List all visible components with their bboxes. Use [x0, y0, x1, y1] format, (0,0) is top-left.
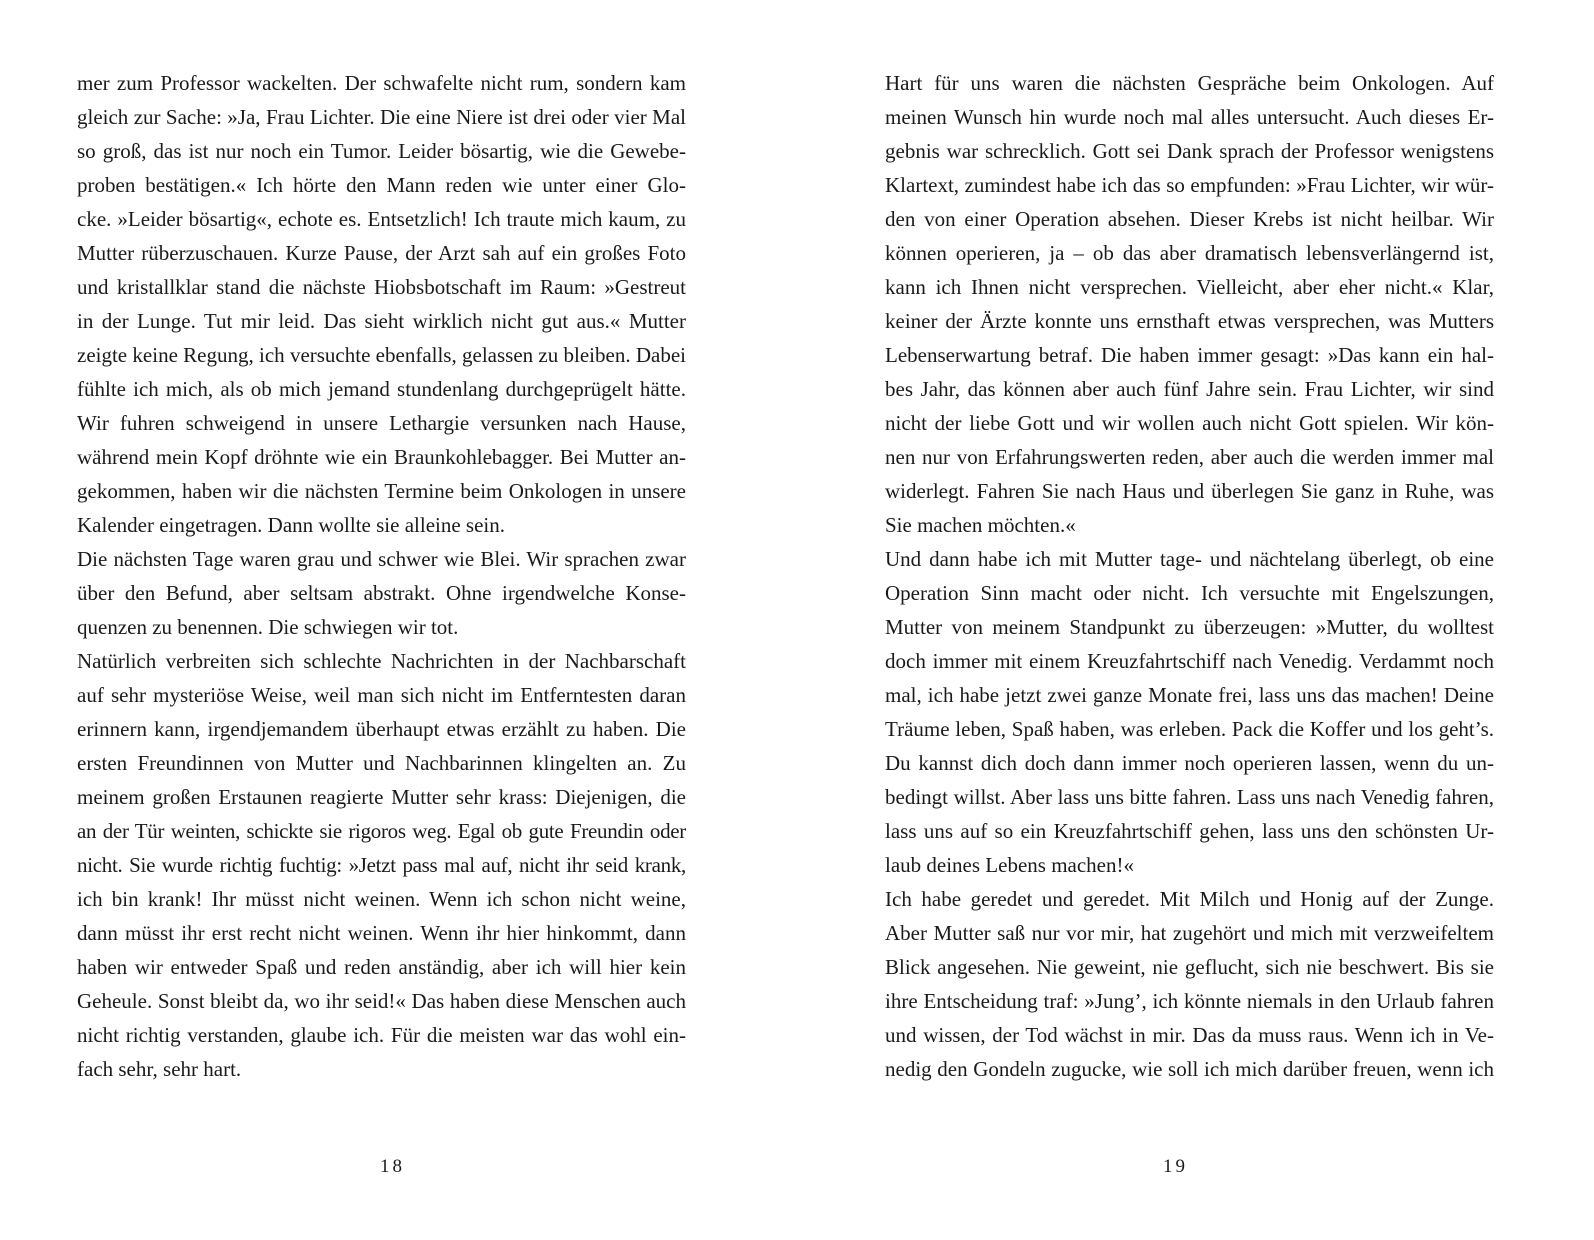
text-line: Mutter von meinem Standpunkt zu überzeugen: »Mutter, du wolltest — [885, 615, 1494, 639]
text-line: quenzen zu benennen. Die schwiegen wir tot. — [77, 615, 459, 639]
text-line: Blick angesehen. Nie geweint, nie geflucht, sich nie beschwert. Bis sie — [885, 955, 1494, 979]
text-line: meinem großen Erstaunen reagierte Mutter sehr krass: Diejenigen, die — [77, 785, 686, 809]
text-line: proben bestätigen.« Ich hörte den Mann reden wie unter einer Glo- — [77, 173, 686, 197]
text-line: keiner der Ärzte konnte uns ernsthaft etwas versprechen, was Mutters — [885, 309, 1494, 333]
text-line: laub deines Lebens machen!« — [885, 853, 1134, 877]
text-line: und kristallklar stand die nächste Hiobsbotschaft im Raum: »Gestreut — [77, 275, 686, 299]
text-line: erinnern kann, irgendjemandem überhaupt etwas erzählt zu haben. Die — [77, 717, 686, 741]
text-line: meinen Wunsch hin wurde noch mal alles untersucht. Auch dieses Er- — [885, 105, 1494, 129]
text-line: bedingt willst. Aber lass uns bitte fahren. Lass uns nach Venedig fahren, — [885, 785, 1494, 809]
text-line: Hart für uns waren die nächsten Gespräche beim Onkologen. Auf — [885, 71, 1494, 95]
text-line: nicht der liebe Gott und wir wollen auch nicht Gott spielen. Wir kön- — [885, 411, 1494, 435]
text-line: so groß, das ist nur noch ein Tumor. Leider bösartig, wie die Gewebe- — [77, 139, 686, 163]
text-line: über den Befund, aber seltsam abstrakt. Ohne irgendwelche Konse- — [77, 581, 686, 605]
text-line: Mutter rüberzuschauen. Kurze Pause, der Arzt sah auf ein großes Foto — [77, 241, 686, 265]
text-line: ersten Freundinnen von Mutter und Nachbarinnen klingelten an. Zu — [77, 751, 686, 775]
text-line: nedig den Gondeln zugucke, wie soll ich mich darüber freuen, wenn ich — [885, 1057, 1494, 1081]
right-page — [797, 0, 1594, 1240]
text-line: Wir fuhren schweigend in unsere Lethargie versunken nach Hause, — [77, 411, 686, 435]
text-line: nicht richtig verstanden, glaube ich. Für die meisten war das wohl ein- — [77, 1023, 686, 1047]
text-line: Du kannst dich doch dann immer noch operieren lassen, wenn du un- — [885, 751, 1494, 775]
text-line: ihre Entscheidung traf: »Jung’, ich könnte niemals in den Urlaub fahren — [885, 989, 1494, 1013]
right-page-text — [885, 66, 1494, 1086]
text-line: bes Jahr, das können aber auch fünf Jahre sein. Frau Lichter, wir sind — [885, 377, 1494, 401]
text-line: dann müsst ihr erst recht nicht weinen. Wenn ihr hier hinkommt, dann — [77, 921, 686, 945]
text-line: nicht. Sie wurde richtig fuchtig: »Jetzt pass mal auf, nicht ihr seid krank, — [77, 853, 686, 877]
text-line: Lebenserwartung betraf. Die haben immer gesagt: »Das kann ein hal- — [885, 343, 1494, 367]
text-line: Klartext, zumindest habe ich das so empfunden: »Frau Lichter, wir wür- — [885, 173, 1494, 197]
text-line: gebnis war schrecklich. Gott sei Dank sprach der Professor wenigstens — [885, 139, 1494, 163]
text-line: haben wir entweder Spaß und reden anständig, aber ich will hier kein — [77, 955, 686, 979]
left-page-text — [77, 66, 686, 1086]
text-line: fühlte ich mich, als ob mich jemand stundenlang durchgeprügelt hätte. — [77, 377, 686, 401]
text-line: Aber Mutter saß nur vor mir, hat zugehört und mich mit verzweifeltem — [885, 921, 1494, 945]
text-line: in der Lunge. Tut mir leid. Das sieht wirklich nicht gut aus.« Mutter — [77, 309, 686, 333]
text-line: den von einer Operation absehen. Dieser Krebs ist nicht heilbar. Wir — [885, 207, 1494, 231]
text-line: doch immer mit einem Kreuzfahrtschiff nach Venedig. Verdammt noch — [885, 649, 1494, 673]
left-page-number: 18 — [380, 1156, 405, 1177]
text-line: Sie machen möchten.« — [885, 513, 1076, 537]
text-line: können operieren, ja – ob das aber dramatisch lebensverlängernd ist, — [885, 241, 1494, 265]
text-line: und wissen, der Tod wächst in mir. Das da muss raus. Wenn ich in Ve- — [885, 1023, 1494, 1047]
text-line: Operation Sinn macht oder nicht. Ich versuchte mit Engelszungen, — [885, 581, 1494, 605]
right-page-number: 19 — [1163, 1156, 1188, 1177]
text-line: lass uns auf so ein Kreuzfahrtschiff gehen, lass uns den schönsten Ur- — [885, 819, 1494, 843]
text-line: widerlegt. Fahren Sie nach Haus und überlegen Sie ganz in Ruhe, was — [885, 479, 1494, 503]
text-line: Natürlich verbreiten sich schlechte Nachrichten in der Nachbarschaft — [77, 649, 686, 673]
text-line: mal, ich habe jetzt zwei ganze Monate frei, lass uns das machen! Deine — [885, 683, 1494, 707]
text-line: nen nur von Erfahrungswerten reden, aber auch die werden immer mal — [885, 445, 1494, 469]
text-line: Kalender eingetragen. Dann wollte sie alleine sein. — [77, 513, 505, 537]
text-line: fach sehr, sehr hart. — [77, 1057, 242, 1081]
text-line: Und dann habe ich mit Mutter tage- und nächtelang überlegt, ob eine — [885, 547, 1494, 571]
text-line: Träume leben, Spaß haben, was erleben. Pack die Koffer und los geht’s. — [885, 717, 1494, 741]
text-line: gleich zur Sache: »Ja, Frau Lichter. Die eine Niere ist drei oder vier Mal — [77, 105, 686, 129]
text-line: Ich habe geredet und geredet. Mit Milch und Honig auf der Zunge. — [885, 887, 1494, 911]
text-line: cke. »Leider bösartig«, echote es. Entsetzlich! Ich traute mich kaum, zu — [77, 207, 686, 231]
text-line: Geheule. Sonst bleibt da, wo ihr seid!« Das haben diese Menschen auch — [77, 989, 686, 1013]
text-line: zeigte keine Regung, ich versuchte ebenfalls, gelassen zu bleiben. Dabei — [77, 343, 686, 367]
text-line: mer zum Professor wackelten. Der schwafelte nicht rum, sondern kam — [77, 71, 686, 95]
text-line: auf sehr mysteriöse Weise, weil man sich nicht im Entferntesten daran — [77, 683, 686, 707]
text-line: ich bin krank! Ihr müsst nicht weinen. Wenn ich schon nicht weine, — [77, 887, 686, 911]
text-line: gekommen, haben wir die nächsten Termine beim Onkologen in unsere — [77, 479, 686, 503]
text-line: an der Tür weinten, schickte sie rigoros weg. Egal ob gute Freundin oder — [77, 819, 686, 843]
text-line: Die nächsten Tage waren grau und schwer wie Blei. Wir sprachen zwar — [77, 547, 686, 571]
text-line: während mein Kopf dröhnte wie ein Braunkohlebagger. Bei Mutter an- — [77, 445, 686, 469]
text-line: kann ich Ihnen nicht versprechen. Vielleicht, aber eher nicht.« Klar, — [885, 275, 1494, 299]
